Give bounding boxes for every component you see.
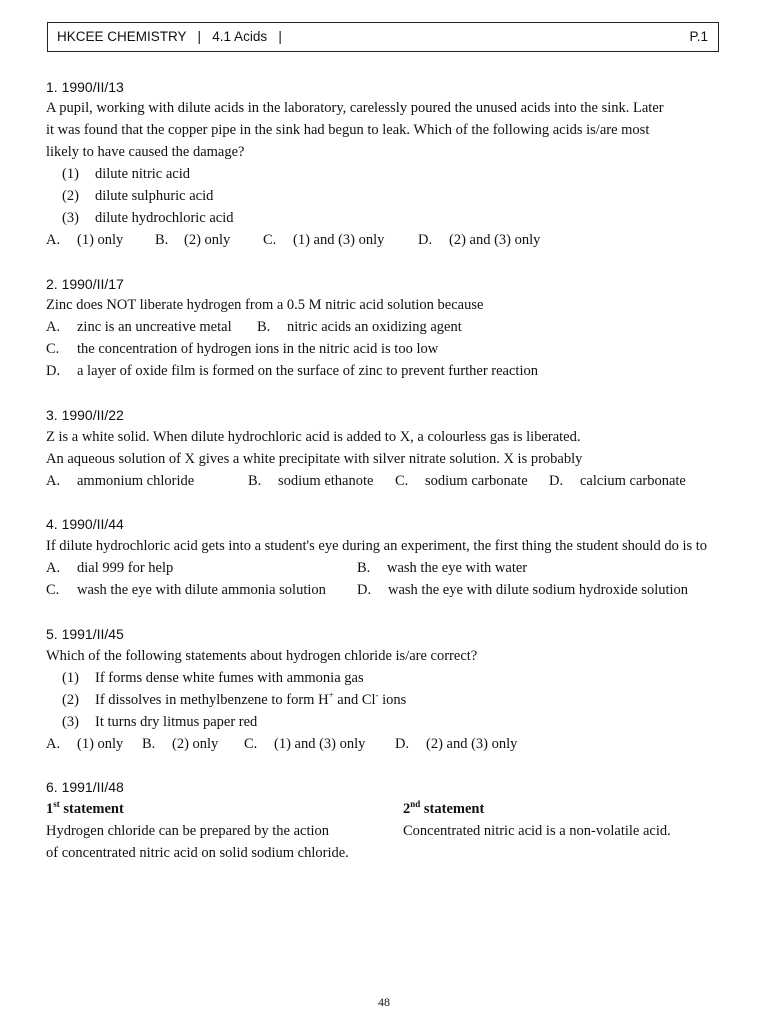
q5-item-num: (2) — [62, 692, 79, 708]
q6-first-sup: st — [53, 799, 60, 809]
q6-first-statement-line: Hydrogen chloride can be prepared by the action — [46, 823, 330, 839]
header-title: HKCEE CHEMISTRY | 4.1 Acids | — [57, 29, 282, 44]
q5-option-letter: B. — [142, 736, 156, 752]
q3-option-text: sodium carbonate — [425, 473, 528, 489]
q2-stem: Zinc does NOT liberate hydrogen from a 0.5 M nitric acid solution because — [46, 297, 484, 313]
q6-second-sup: nd — [410, 799, 421, 809]
q5-option-text: (1) and (3) only — [274, 736, 366, 752]
q2-option-text: a layer of oxide film is formed on the surface of zinc to prevent further reaction — [77, 363, 538, 379]
page-number: 48 — [378, 995, 390, 1009]
q6-second-statement-heading — [403, 801, 484, 818]
q5-item-text-part: ions — [378, 692, 407, 708]
q2-option-letter: D. — [46, 363, 61, 379]
q1-stem-line: it was found that the copper pipe in the sink had begun to leak. Which of the following acids is/are most — [46, 122, 650, 138]
q3-title: 3. 1990/II/22 — [46, 407, 124, 423]
q6-first-num: 1 — [46, 801, 54, 817]
q2-title: 2. 1990/II/17 — [46, 276, 124, 292]
q2-option-letter: B. — [257, 319, 271, 335]
q5-option-letter: D. — [395, 736, 410, 752]
q1-option-letter: B. — [155, 232, 169, 248]
q3-option-text: ammonium chloride — [77, 473, 195, 489]
q5-title: 5. 1991/II/45 — [46, 626, 124, 642]
q6-first-word: statement — [59, 801, 124, 817]
q3-option-text: sodium ethanote — [278, 473, 374, 489]
q1-item-text: dilute nitric acid — [95, 166, 191, 182]
q5-option-text: (1) only — [77, 736, 124, 752]
q1-option-letter: C. — [263, 232, 277, 248]
q3-option-letter: D. — [549, 473, 564, 489]
q5-item-text-part: If dissolves in methylbenzene to form H — [95, 692, 329, 708]
q1-item-num: (3) — [62, 210, 79, 226]
q1-stem-line: A pupil, working with dilute acids in the laboratory, carelessly poured the unused acids into the sink. Later — [46, 100, 664, 116]
q5-item-sup: - — [375, 690, 379, 700]
q3-option-text: calcium carbonate — [580, 473, 686, 489]
q4-option-letter: D. — [357, 582, 372, 598]
q4-option-letter: C. — [46, 582, 60, 598]
q5-item-text: It turns dry litmus paper red — [95, 714, 258, 730]
q5-stem: Which of the following statements about hydrogen chloride is/are correct? — [46, 648, 478, 664]
q2-option-text: zinc is an uncreative metal — [77, 319, 232, 335]
q1-option-letter: D. — [418, 232, 433, 248]
q1-option-text: (2) and (3) only — [449, 232, 541, 248]
q6-second-num: 2 — [403, 801, 411, 817]
q1-stem-line: likely to have caused the damage? — [46, 144, 245, 160]
q2-option-text: the concentration of hydrogen ions in the nitric acid is too low — [77, 341, 439, 357]
q5-item-num: (1) — [62, 670, 79, 686]
q5-option-text: (2) only — [172, 736, 219, 752]
q3-stem-line: Z is a white solid. When dilute hydrochloric acid is added to X, a colourless gas is liberated. — [46, 429, 581, 445]
q5-item-sup: + — [328, 690, 334, 700]
q1-item-text: dilute hydrochloric acid — [95, 210, 234, 226]
q4-stem: If dilute hydrochloric acid gets into a student's eye during an experiment, the first thing the student should do is to — [46, 538, 708, 554]
q1-item-num: (2) — [62, 188, 79, 204]
q5-item-text — [95, 692, 406, 709]
q6-first-statement-line: of concentrated nitric acid on solid sodium chloride. — [46, 845, 349, 861]
q3-option-letter: C. — [395, 473, 409, 489]
q2-option-text: nitric acids an oxidizing agent — [287, 319, 462, 335]
q2-option-letter: C. — [46, 341, 60, 357]
q4-option-letter: A. — [46, 560, 61, 576]
q4-option-text: wash the eye with dilute sodium hydroxide solution — [388, 582, 689, 598]
q1-option-text: (1) only — [77, 232, 124, 248]
q4-option-text: wash the eye with water — [387, 560, 528, 576]
q5-item-text: If forms dense white fumes with ammonia gas — [95, 670, 364, 686]
page-header — [47, 22, 719, 52]
q1-title: 1. 1990/II/13 — [46, 79, 124, 95]
q3-option-letter: A. — [46, 473, 61, 489]
q2-option-letter: A. — [46, 319, 61, 335]
q1-item-num: (1) — [62, 166, 79, 182]
q1-option-text: (2) only — [184, 232, 231, 248]
q5-option-text: (2) and (3) only — [426, 736, 518, 752]
q1-option-text: (1) and (3) only — [293, 232, 385, 248]
q4-option-letter: B. — [357, 560, 371, 576]
q1-item-text: dilute sulphuric acid — [95, 188, 214, 204]
q4-option-text: wash the eye with dilute ammonia solution — [77, 582, 326, 598]
q6-first-statement-heading — [46, 801, 124, 818]
q5-item-text-part: and Cl — [333, 692, 376, 708]
q3-option-letter: B. — [248, 473, 262, 489]
q4-option-text: dial 999 for help — [77, 560, 174, 576]
q1-option-letter: A. — [46, 232, 61, 248]
header-page-label: P.1 — [689, 29, 708, 44]
q5-option-letter: A. — [46, 736, 61, 752]
q3-stem-line: An aqueous solution of X gives a white precipitate with silver nitrate solution. X is probably — [46, 451, 583, 467]
q5-option-letter: C. — [244, 736, 258, 752]
q5-item-num: (3) — [62, 714, 79, 730]
q6-title: 6. 1991/II/48 — [46, 779, 124, 795]
q6-second-statement-text: Concentrated nitric acid is a non-volatile acid. — [403, 823, 671, 839]
q4-title: 4. 1990/II/44 — [46, 516, 124, 532]
q6-second-word: statement — [420, 801, 485, 817]
